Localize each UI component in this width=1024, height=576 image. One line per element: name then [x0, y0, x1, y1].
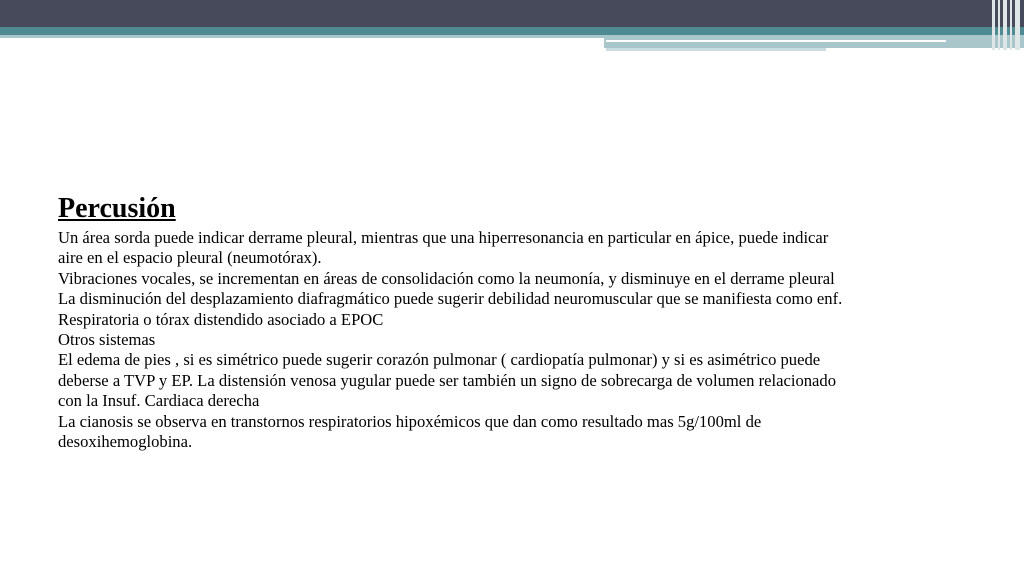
text-line: El edema de pies , si es simétrico puede sugerir corazón pulmonar ( cardiopatía pulmonar) y si es asimétrico puede [58, 350, 821, 370]
text-line: deberse a TVP y EP. La distensión venosa yugular puede ser también un signo de sobrecarga de volumen relacionado [58, 370, 837, 390]
header-accent-line [606, 40, 946, 42]
text-line: La cianosis se observa en transtornos respiratorios hipoxémicos que dan como resultado mas 5g/100ml de [58, 411, 762, 431]
section-subheading: Otros sistemas [58, 330, 156, 350]
header-accent-line-lower [606, 48, 826, 51]
text-line: aire en el espacio pleural (neumotórax). [58, 248, 322, 268]
slide-heading: Percusión [58, 193, 176, 224]
text-line: Vibraciones vocales, se incrementan en áreas de consolidación como la neumonía, y disminuye en el derrame pleural [58, 268, 835, 288]
header-stripes-decoration [990, 0, 1024, 50]
text-line: Respiratoria o tórax distendido asociado a EPOC [58, 309, 384, 329]
header-bar-dark [0, 0, 1024, 27]
text-line: Un área sorda puede indicar derrame pleural, mientras que una hiperresonancia en particular en ápice, puede indicar [58, 228, 829, 247]
header-bar-light [0, 35, 604, 38]
header-bar-teal [0, 27, 1024, 35]
text-line: desoxihemoglobina. [58, 432, 193, 452]
text-line: La disminución del desplazamiento diafragmático puede sugerir debilidad neuromuscular que se manifiesta como enf. [58, 289, 843, 309]
text-line: con la Insuf. Cardiaca derecha [58, 391, 260, 411]
slide-content [58, 192, 978, 452]
